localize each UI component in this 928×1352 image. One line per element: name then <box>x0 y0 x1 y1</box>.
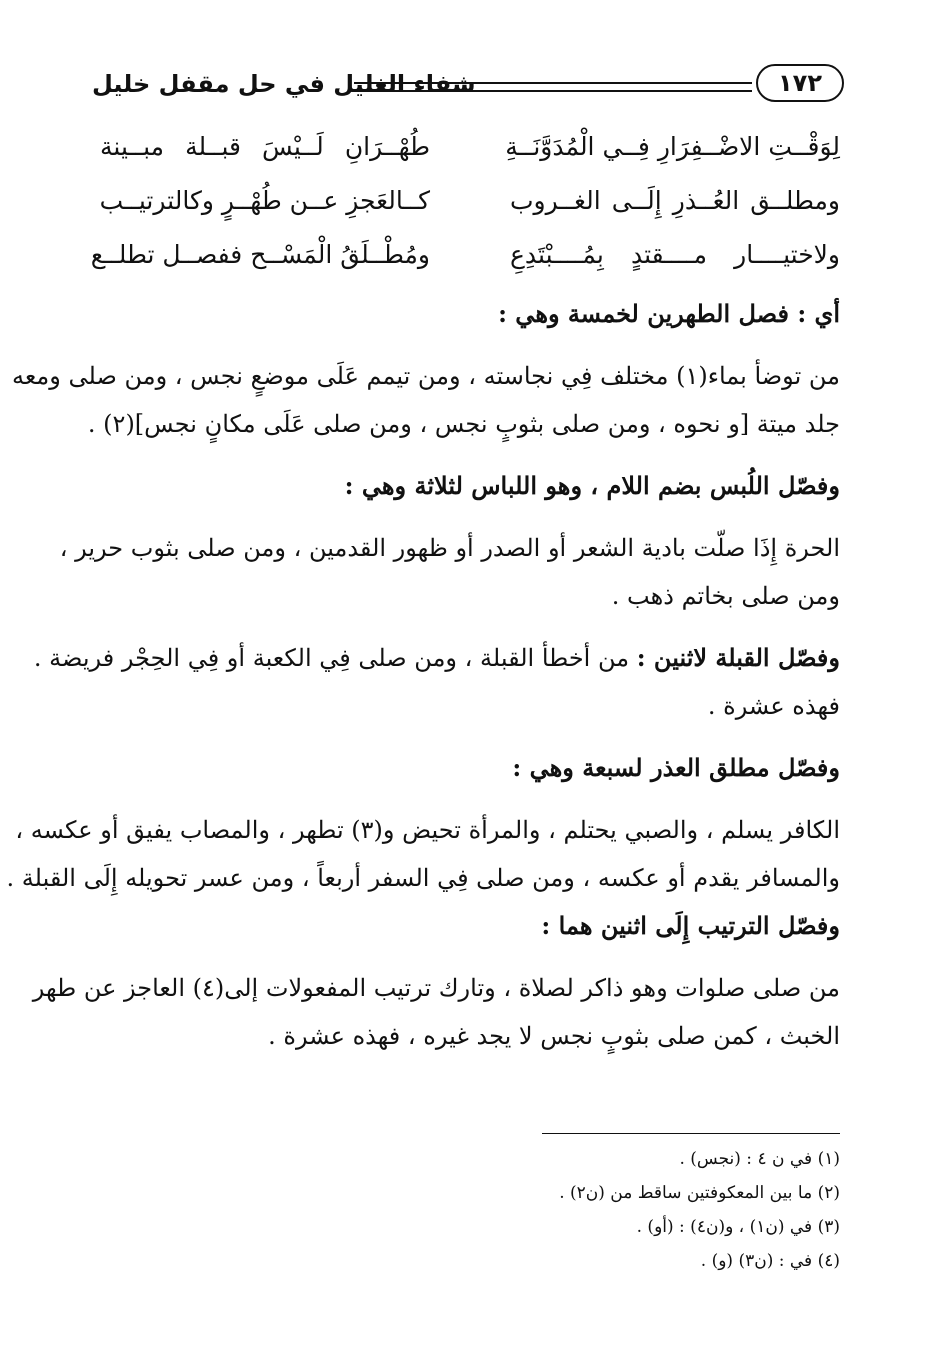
text-line: فهذه عشرة . <box>707 692 840 720</box>
section-heading: وفصّل اللُبس بضم اللام ، وهو اللباس لثلاثة وهي : <box>344 471 840 500</box>
text-line <box>33 634 840 682</box>
text-line: الخبث ، كمن صلى بثوبٍ نجس لا يجد غيره ، فهذه عشرة . <box>268 1022 840 1050</box>
inline-heading: وفصّل القبلة لاثنين : <box>636 643 840 672</box>
footnote: (٤) في : (ن٣) (و) . <box>700 1251 840 1271</box>
header-title: شفاء الغليل في حل مقفل خليل <box>92 70 476 98</box>
text-line: من صلى صلوات وهو ذاكر لصلاة ، وتارك ترتيب المفعولات إلى(٤) العاجز عن طهر <box>32 974 840 1002</box>
verse-first-hemistich: ومطلــق العُــذرِ إِلَــى الغــروب <box>510 186 840 215</box>
running-header <box>92 64 844 108</box>
section-heading: وفصّل مطلق العذر لسبعة وهي : <box>512 753 840 782</box>
text-line: جلد ميتة [و نحوه ، ومن صلى بثوبٍ نجس ، ومن صلى عَلَى مكانٍ نجس](٢) . <box>87 410 840 438</box>
footnote: (٢) ما بين المعكوفتين ساقط من (ن٢) . <box>559 1183 840 1203</box>
header-rule <box>354 82 752 92</box>
verse-second-hemistich: طُهْــرَانِ لَــيْسَ قبــلة مبــينة <box>100 132 430 161</box>
commentary-body <box>6 290 840 1060</box>
section-heading: وفصّل الترتيب إِلَى اثنين هما : <box>541 911 840 940</box>
verse-block <box>90 132 840 294</box>
verse-second-hemistich: ومُطْــلَقُ الْمَسْــح ففصــل تطلــع <box>90 240 430 269</box>
verse-line <box>90 240 840 294</box>
text-line: والمسافر يقدم أو عكسه ، ومن صلى فِي السفر أربعاً ، ومن عسر تحويله إِلَى القبلة . <box>6 864 840 892</box>
verse-line <box>100 132 840 186</box>
inline-text: من أخطأ القبلة ، ومن صلى فِي الكعبة أو فِي الحِجْر فريضة . <box>33 644 637 672</box>
verse-second-hemistich: كــالعَجزِ عــن طُهْــرٍ وكالترتيــب <box>99 186 430 215</box>
text-line: من توضأ بماء(١) مختلف فِي نجاسته ، ومن تيمم عَلَى موضعٍ نجس ، ومن صلى ومعه <box>11 362 840 390</box>
text-line: الحرة إِذَا صلّت بادية الشعر أو الصدر أو ظهور القدمين ، ومن صلى بثوب حرير ، <box>59 534 840 562</box>
page-number: ١٧٢ <box>756 64 844 102</box>
footnote: (٣) في (ن١) ، و(ن٤) : (أو) . <box>636 1217 840 1237</box>
text-line: ومن صلى بخاتم ذهب . <box>611 582 840 610</box>
footnote-separator <box>542 1133 840 1134</box>
verse-first-hemistich: لِوَقْــتِ الاضْــفِرَارِ فِــي الْمُدَوَّنَــةِ <box>505 132 840 161</box>
footnotes <box>400 1142 840 1278</box>
verse-line <box>100 186 840 240</box>
section-heading: أي : فصل الطهرين لخمسة وهي : <box>498 299 840 328</box>
verse-first-hemistich: ولاختيــــار مــــقتدٍ بِمُــــبْتَدِعِ <box>510 240 840 269</box>
text-line: الكافر يسلم ، والصبي يحتلم ، والمرأة تحيض و(٣) تطهر ، والمصاب يفيق أو عكسه ، <box>15 816 840 844</box>
footnote: (١) في ن ٤ : (نجس) . <box>679 1149 840 1169</box>
